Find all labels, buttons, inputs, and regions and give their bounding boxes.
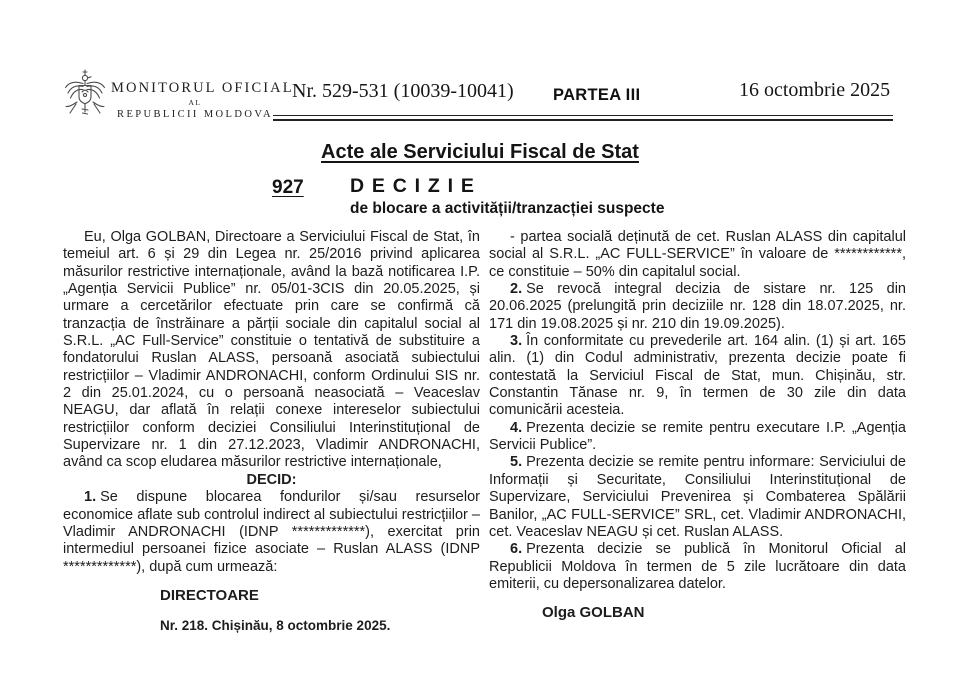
clause-4 [489,420,906,455]
decid-label: DECID: [246,471,297,488]
gazette-part-label: PARTEA III [553,86,641,104]
act-subtitle: de blocare a activității/tranzacției suspecte [350,200,665,217]
clause-1-text: Se dispune blocarea fondurilor și/sau resurselor economice aflate sub controlul indirect al subiectului restricțiilor – Vladimir ANDRONACHI (IDNP *************), exercitat prin intermediul persoanei fizice asociate – Ruslan ALASS (IDNP *************), după cum urmează: [63,489,480,575]
section-title: Acte ale Serviciului Fiscal de Stat [321,141,639,163]
clause-2 [489,281,906,333]
act-number: 927 [272,177,304,198]
decision-reference: Nr. 218. Chișinău, 8 octombrie 2025. [160,618,391,634]
right-column [489,229,906,635]
masthead-double-rule [273,115,893,121]
clause-4-number: 4. [510,419,523,436]
clause-6 [489,541,906,593]
clause-5-number: 5. [510,454,523,471]
masthead-subtitle: REPUBLICII MOLDOVA [117,109,273,120]
clause-2-number: 2. [510,281,523,298]
document-body [63,229,906,635]
preamble-paragraph: Eu, Olga GOLBAN, Directoare a Serviciului Fiscal de Stat, în temeiul art. 6 și 29 din Legea nr. 25/2016 privind aplicarea măsurilor restrictive internaționale, având la bază notificarea I.P. „Agenția Servicii Publice” nr. 05/01-3CIS din 20.05.2025, și urmare a cercetărilor efectuate prin care se confirmă că tranzacția de înstrăinare a părții sociale din capitalul social al S.R.L. „AC Full-Service” constituie o tentativă de substituire a fondatorului Ruslan ALASS, persoană asociată subiectului restricțiilor – Vladimir ANDRONACHI, conform Ordinului SIS nr. 2 din 25.01.2024, cu o persoană neasociată – Veaceslav NEAGU, dar aflată în relații conexe intereselor subiectului restricțiilor conform deciziei Consiliului Interinstituțional de Supervizare nr. 1 din 27.12.2023, Vladimir ANDRONACHI, având ca scop eludarea măsurilor restrictive internaționale, [63,229,480,471]
signature-role: DIRECTOARE [160,586,259,604]
issue-date: 16 octombrie 2025 [739,79,891,101]
masthead-al: AL [188,98,202,107]
bullet-paragraph: - partea socială deținută de cet. Ruslan ALASS din capitalul social al S.R.L. „AC FULL-SERVICE” în valoare de ************, ce constituie – 50% din capitalul social. [489,229,906,280]
issue-number: Nr. 529-531 (10039-10041) [292,80,514,102]
clause-4-text: Prezenta decizie se remite pentru executare I.P. „Agenția Servicii Publice”. [489,419,906,454]
clause-2-text: Se revocă integral decizia de sistare nr. 125 din 20.06.2025 (prelungită prin deciziile nr. 128 din 18.07.2025, nr. 171 din 19.08.2025 și nr. 210 din 19.09.2025). [489,281,906,332]
signature-name: Olga GOLBAN [542,604,645,622]
act-title: D E C I Z I E [350,175,476,197]
clause-1-number: 1. [84,489,97,506]
clause-3 [489,333,906,420]
clause-5-text: Prezenta decizie se remite pentru informare: Serviciului de Informații și Securitate, Consiliului Interinstituțional de Supervizare, Serviciului Prevenirea și Combaterea Spălării Banilor, „AC FULL-SERVICE” SRL, cet. Vladimir ANDRONACHI, cet. Veaceslav NEAGU și cet. Ruslan ALASS. [489,454,906,540]
clause-3-number: 3. [510,333,523,350]
masthead-title: MONITORUL OFICIAL [111,80,294,96]
clause-6-text: Prezenta decizie se publică în Monitorul Oficial al Republicii Moldova în termen de 5 zile lucrătoare din data emiterii, cu depersonalizarea datelor. [489,541,906,592]
masthead-brand [111,80,294,120]
clause-6-number: 6. [510,541,523,558]
left-column [63,229,480,635]
clause-5 [489,454,906,541]
moldova-coat-of-arms-icon [61,69,109,125]
clause-3-text: În conformitate cu prevederile art. 164 alin. (1) și art. 165 alin. (1) din Codul administrativ, prezenta decizie poate fi contestată la Serviciul Fiscal de Stat, mun. Chișinău, str. Constantin Tănase nr. 9, în termen de 30 zile din data comunicării acesteia. [489,333,906,419]
clause-1 [63,489,480,576]
